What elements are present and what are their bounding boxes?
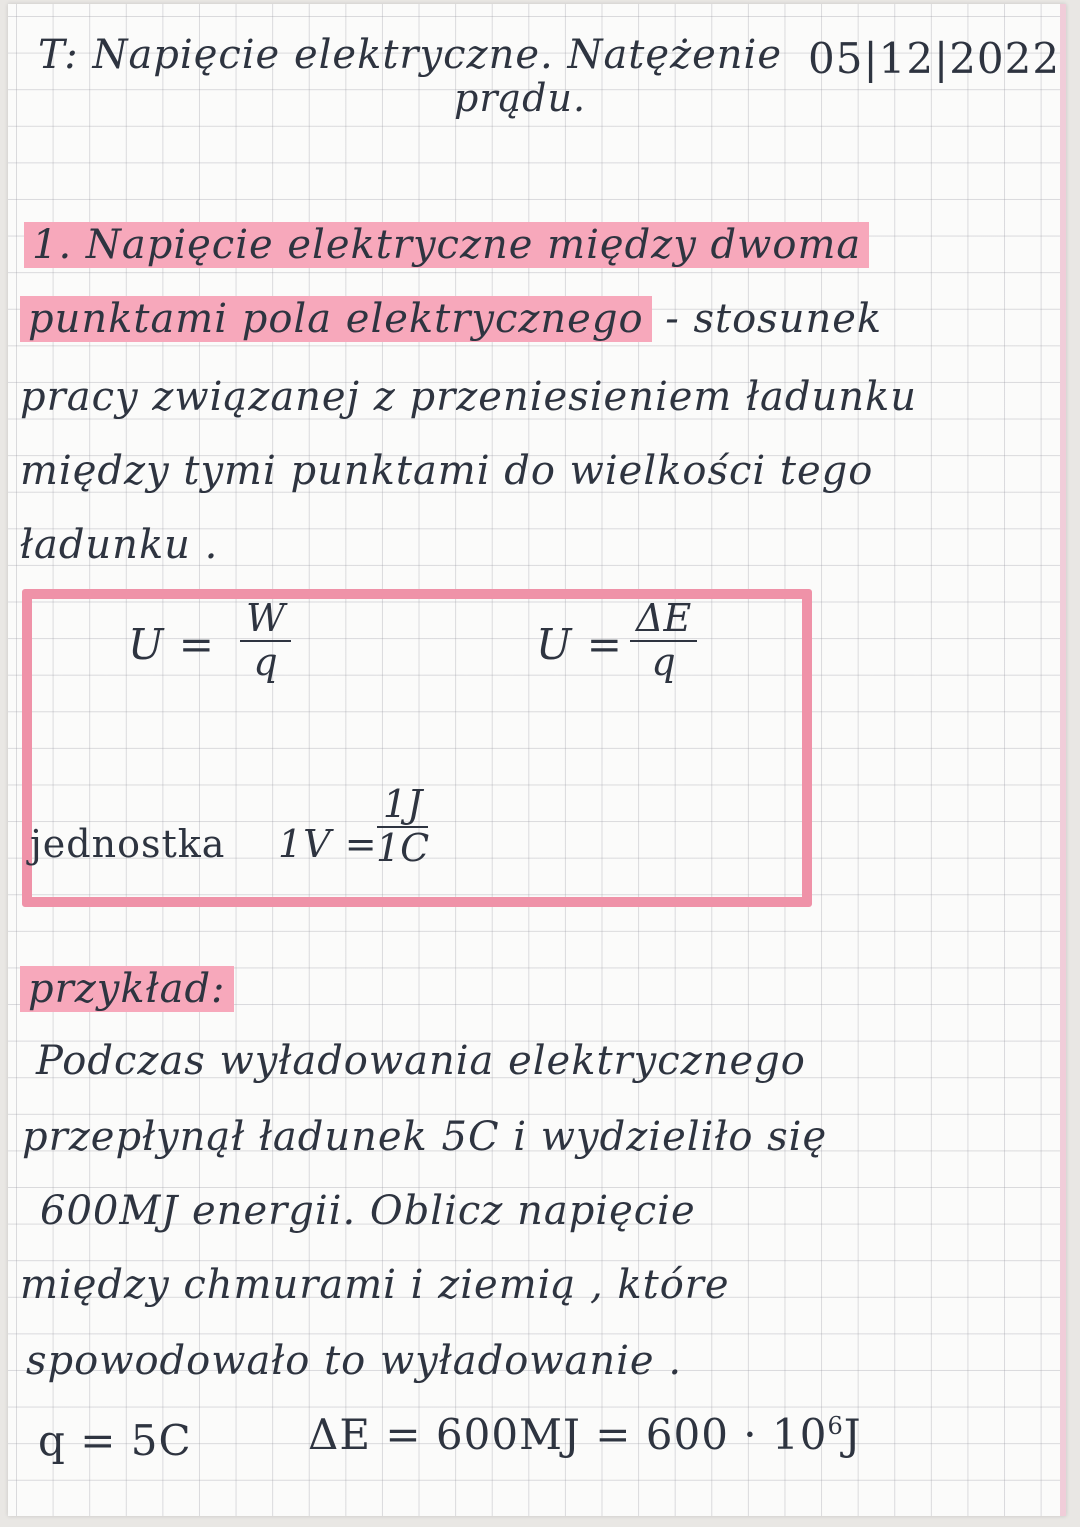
unit-denominator: 1C	[376, 825, 430, 870]
example-line-4: między chmurami i ziemią , które	[20, 1262, 730, 1308]
unit-lhs: 1V =	[278, 822, 378, 866]
given-charge: q = 5C	[38, 1416, 192, 1465]
example-label	[20, 966, 234, 1012]
unit-label: jednostka	[30, 822, 226, 866]
formula-1-lhs: U =	[128, 620, 215, 669]
definition-line-4: między tymi punktami do wielkości tego	[20, 448, 874, 494]
example-line-1: Podczas wyładowania elektrycznego	[36, 1038, 806, 1084]
formula-1-numerator: W	[240, 598, 291, 642]
page-date: 05|12|2022	[808, 34, 1061, 83]
definition-line-5: ładunku .	[20, 522, 219, 568]
given-energy-unit: J	[843, 1410, 862, 1459]
definition-line-2	[20, 296, 882, 342]
given-energy-exponent: 6	[827, 1412, 844, 1440]
page-title-line2: prądu.	[454, 76, 587, 120]
formula-2-fraction	[630, 598, 697, 684]
example-line-2: przepłynął ładunek 5C i wydzieliło się	[22, 1114, 828, 1160]
example-label-highlight: przykład:	[20, 966, 234, 1012]
definition-line-2-rest: - stosunek	[651, 296, 883, 342]
page-title-line1: T: Napięcie elektryczne. Natężenie	[38, 32, 783, 78]
example-line-3: 600MJ energii. Oblicz napięcie	[40, 1188, 696, 1234]
given-energy	[308, 1410, 862, 1459]
definition-line-1	[24, 222, 869, 268]
definition-line-3: pracy związanej z przeniesieniem ładunku	[20, 374, 918, 420]
definition-highlight-2: punktami pola elektrycznego	[20, 296, 652, 342]
formula-2-denominator: q	[651, 639, 676, 684]
given-energy-base: ΔE = 600MJ = 600 · 10	[308, 1410, 828, 1459]
formula-1-fraction	[240, 598, 291, 684]
unit-fraction	[370, 784, 435, 870]
formula-1-denominator: q	[253, 639, 278, 684]
notebook-page	[8, 4, 1066, 1516]
unit-numerator: 1J	[377, 784, 428, 828]
formula-2-numerator: ΔE	[630, 598, 697, 642]
formula-2-lhs: U =	[536, 620, 623, 669]
example-line-5: spowodowało to wyładowanie .	[26, 1338, 683, 1384]
definition-highlight-1: 1. Napięcie elektryczne między dwoma	[24, 222, 869, 268]
